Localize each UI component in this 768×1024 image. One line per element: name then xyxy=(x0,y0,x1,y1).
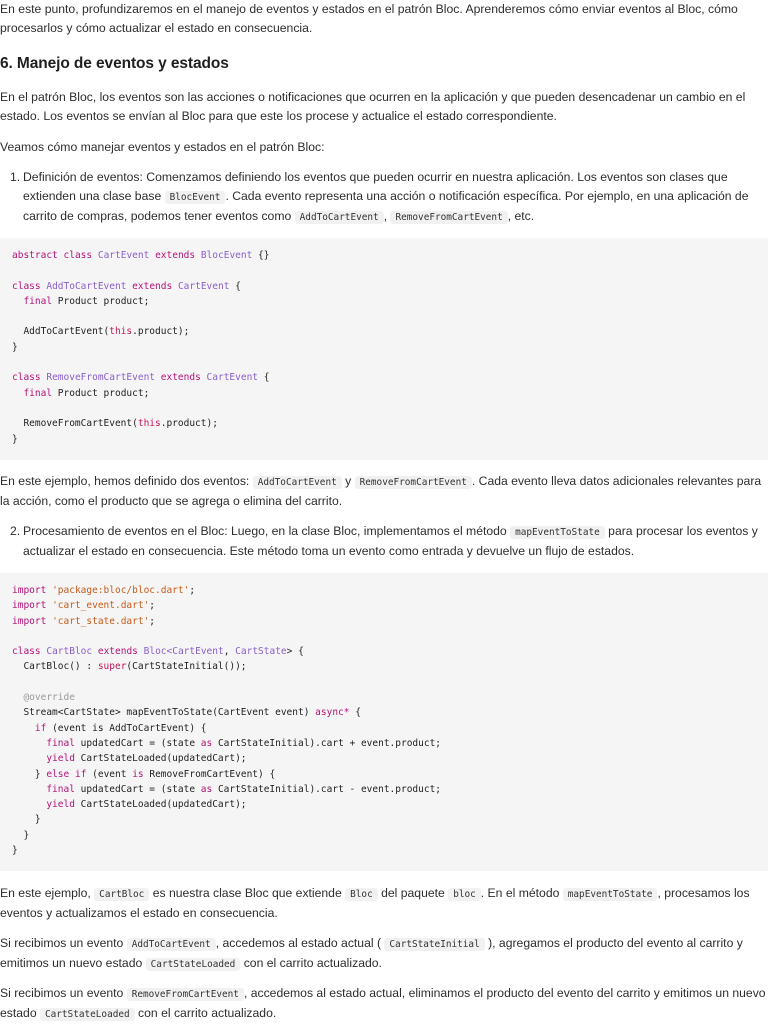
code-block-events: abstract class CartEvent extends BlocEvent {} class AddToCartEvent extends CartEvent { final Product product; AddToCartEvent(this.product); } class RemoveFromCartEvent extends CartEvent { final Product product; RemoveFromCartEvent(this.product); } xyxy=(0,238,768,460)
list-item-2: 2. Procesamiento de eventos en el Bloc: Luego, en la clase Bloc, implementamos el método mapEventToState para procesar los eventos y actualizar el estado en consecuencia. Este método toma un evento como entrada y devuelve un flujo de estados. xyxy=(10,524,758,558)
paragraph-add-event: Si recibimos un evento AddToCartEvent , accedemos al estado actual ( CartStateInitial ), agregamos el producto del evento al carrito y emitimos un nuevo estado CartStateLoaded con el carrito actualizado. xyxy=(0,936,743,970)
section-heading: 6. Manejo de eventos y estados xyxy=(0,55,229,72)
paragraph-remove-event: Si recibimos un evento RemoveFromCartEvent , accedemos al estado actual, eliminamos el producto del evento del carrito y emitimos un nuevo estado CartStateLoaded con el carrito actualizado. xyxy=(0,986,766,1020)
paragraph-events-example: En este ejemplo, hemos definido dos eventos: AddToCartEvent y RemoveFromCartEvent . Cada evento lleva datos adicionales relevantes para la acción, como el producto que se agrega o elimina del carrito. xyxy=(0,474,762,508)
intro-paragraph: En este punto, profundizaremos en el manejo de eventos y estados en el patrón Bloc. Aprenderemos cómo enviar eventos al Bloc, cómo procesarlos y cómo actualizar el estado en consecuencia. xyxy=(0,2,738,35)
code-block-bloc: import 'package:bloc/bloc.dart'; import 'cart_event.dart'; import 'cart_state.dart'; class CartBloc extends Bloc<CartEvent, CartState> { CartBloc() : super(CartStateInitial()); @override Stream<CartState> mapEventToState(CartEvent event) async* { if (event is AddToCartEvent) { final updatedCart = (state as CartStateInitial).cart + event.product; yield CartStateLoaded(updatedCart); } else if (event is RemoveFromCartEvent) { final updatedCart = (state as CartStateInitial).cart - event.product; yield CartStateLoaded(updatedCart); } } } xyxy=(0,573,768,871)
paragraph-bloc-events: En el patrón Bloc, los eventos son las acciones o notificaciones que ocurren en la aplicación y que pueden desencadenar un cambio en el estado. Los eventos se envían al Bloc para que este los procese y actualice el estado correspondiente. xyxy=(0,90,746,123)
paragraph-intro-list: Veamos cómo manejar eventos y estados en el patrón Bloc: xyxy=(0,140,325,154)
paragraph-cartbloc: En este ejemplo, CartBloc es nuestra clase Bloc que extiende Bloc del paquete bloc . En el método mapEventToState , procesamos los eventos y actualizamos el estado en consecuencia. xyxy=(0,886,750,920)
list-item-1: 1. Definición de eventos: Comenzamos definiendo los eventos que pueden ocurrir en nuestra aplicación. Los eventos son clases que extienden una clase base BlocEvent . Cada evento representa una acción o notificación específica. Por ejemplo, en una aplicación de carrito de compras, podemos tener eventos como AddToCartEvent , RemoveFromCartEvent , etc. xyxy=(10,170,749,223)
